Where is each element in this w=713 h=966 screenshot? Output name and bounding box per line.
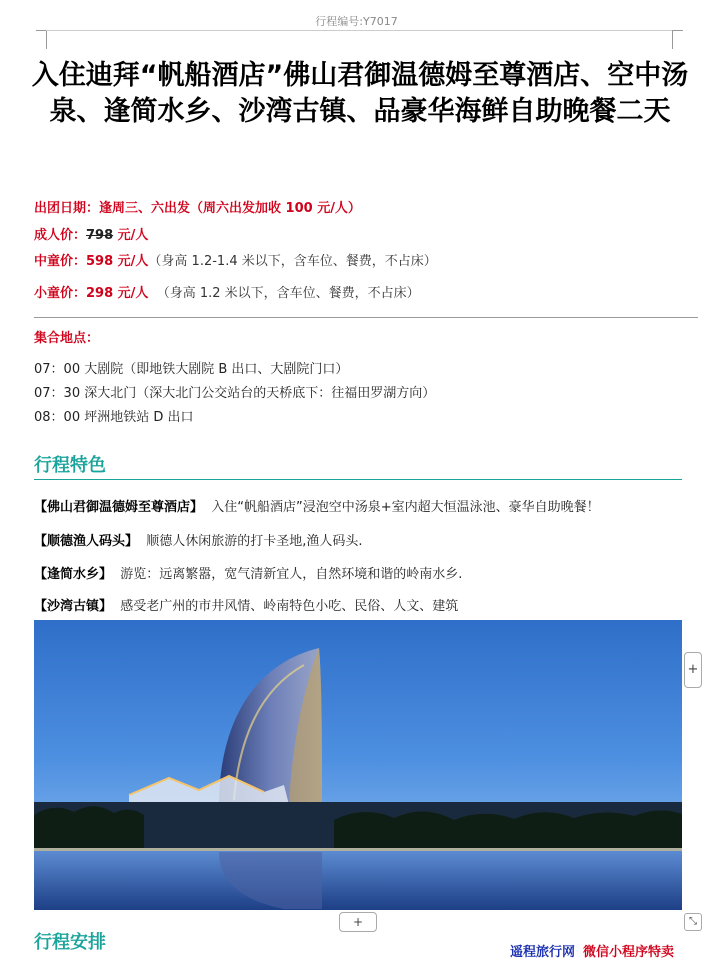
footer-brand: 遥程旅行网 (510, 945, 576, 960)
feature-desc: 入住“帆船酒店”浸泡空中汤泉+室内超大恒温泳池、豪华自助晚餐！ (211, 500, 600, 515)
hotel-photo (34, 620, 682, 910)
crop-mark-left (36, 30, 47, 49)
feature-name: 【顺德渔人码头】 (34, 534, 139, 549)
feature-item (34, 530, 363, 549)
resize-icon[interactable]: ⤡ (684, 913, 702, 931)
expand-button-bottom[interactable]: + (339, 912, 377, 932)
adult-price-unit: 元/人 (113, 228, 149, 243)
meeting-point: 07：30 深大北门（深大北门公交站台的天桥底下：往福田罗湖方向） (34, 386, 436, 401)
feature-name: 【逢简水乡】 (34, 567, 113, 582)
crop-mark-right (672, 30, 683, 49)
feature-desc: 感受老广州的市井风情、岭南特色小吃、民俗、人文、建筑 (120, 599, 459, 614)
feature-item (34, 563, 462, 582)
meeting-point: 07：00 大剧院（即地铁大剧院 B 出口、大剧院门口） (34, 362, 349, 377)
features-heading: 行程特色 (34, 455, 106, 476)
feature-name: 【佛山君御温德姆至尊酒店】 (34, 500, 204, 515)
page-title: 入住迪拜“帆船酒店”佛山君御温德姆至尊酒店、空中汤泉、逢简水乡、沙湾古镇、品豪华海鲜自助晚餐二天 (31, 60, 689, 127)
child-mid-note: （身高 1.2-1.4 米以下，含车位、餐费，不占床） (148, 254, 437, 269)
adult-price-label: 成人价： (34, 228, 87, 243)
feature-name: 【沙湾古镇】 (34, 599, 113, 614)
feature-desc: 游览：远离繁嚣，宽气清新宜人，自然环境和谐的岭南水乡. (120, 567, 463, 582)
feature-item (34, 496, 600, 515)
footer-promo: 微信小程序特卖 (583, 945, 675, 960)
child-small-price-row (34, 285, 420, 303)
child-small-note: （身高 1.2 米以下，含车位、餐费，不占床） (156, 286, 420, 301)
itinerary-code: 行程编号:Y7017 (315, 15, 398, 28)
departure-dates: 出团日期：逢周三、六出发（周六出发加收 100 元/人） (34, 201, 361, 216)
section-divider (34, 317, 698, 318)
adult-price-value: 798 (86, 228, 114, 243)
features-heading-underline (34, 479, 682, 480)
adult-price-row (34, 227, 148, 245)
meeting-point: 08：00 坪洲地铁站 D 出口 (34, 410, 194, 425)
feature-desc: 顺德人休闲旅游的打卡圣地,渔人码头. (146, 534, 363, 549)
schedule-heading: 行程安排 (34, 932, 106, 953)
child-mid-price-row (34, 253, 437, 271)
meeting-label: 集合地点： (34, 331, 100, 346)
footer-watermark (510, 941, 674, 960)
child-mid-price: 中童价：598 元/人 (34, 254, 149, 269)
header-divider (46, 30, 672, 31)
expand-button-side[interactable]: + (684, 652, 702, 688)
child-small-price: 小童价：298 元/人 (34, 286, 149, 301)
feature-item (34, 595, 458, 614)
